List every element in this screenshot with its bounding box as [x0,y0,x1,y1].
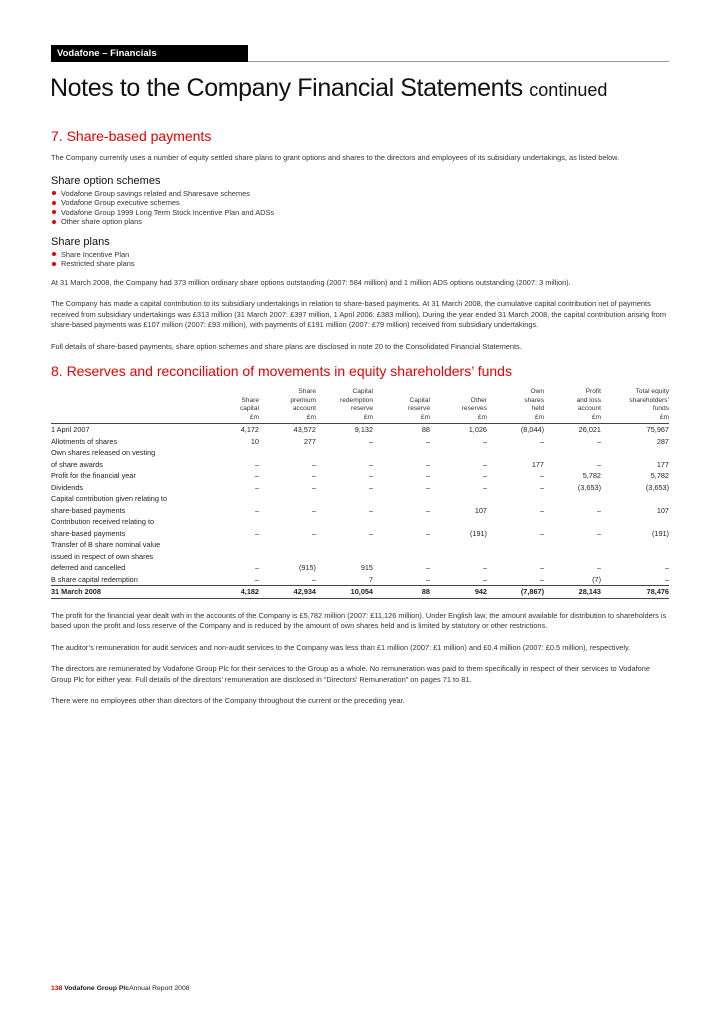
list-item [51,259,669,269]
reserves-table [51,388,669,599]
table-cell [316,493,373,505]
table-cell: – [482,574,487,584]
table-cell: – [311,482,316,492]
table-cell: – [254,574,259,584]
table-cell: – [425,505,430,515]
page-footer [51,985,190,992]
table-cell [316,539,373,551]
row-label: Own shares released on vesting [51,448,156,457]
table-cell: – [368,528,373,538]
list-item [51,189,669,199]
page-title-text: Notes to the Company Financial Statements [50,74,523,102]
column-header-line: account [292,405,316,412]
table-row [51,459,669,471]
table-cell [601,447,669,459]
table-cell [213,493,259,505]
table-cell: – [539,528,544,538]
header-rule [248,61,669,62]
list-item [51,217,669,227]
table-cell [373,539,430,551]
table-cell: – [311,505,316,515]
table-cell: – [254,482,259,492]
table-cell: 42,934 [259,586,316,599]
table-body [51,424,669,599]
table-cell: – [425,482,430,492]
table-cell [601,493,669,505]
table-cell: 75,967 [601,424,669,436]
list-item-text: Restricted share plans [61,259,135,268]
table-cell: – [596,505,601,515]
column-header-line: £m [363,413,373,421]
table-cell: 43,572 [259,424,316,436]
column-header-line: Profit [585,388,601,395]
row-label: B share capital redemption [51,574,138,584]
column-header-line: Share [241,396,259,404]
table-cell: 88 [373,586,430,599]
table-cell: – [425,471,430,480]
list-item [51,198,669,208]
column-header-line: £m [306,413,316,421]
column-header-line: reserve [351,405,373,412]
table-row [51,551,669,563]
table-cell [213,551,259,563]
page-title [50,74,607,103]
table-cell: 78,476 [601,586,669,599]
table-cell: 5,782 [650,471,669,480]
table-cell: – [664,574,669,584]
table-row [51,447,669,459]
table-cell: 10 [250,436,259,446]
table-cell: 88 [373,424,430,436]
table-row [51,493,669,505]
table-cell: – [596,528,601,538]
list-item-text: Vodafone Group savings related and Sharesave schemes [61,188,250,198]
table-cell [544,493,601,505]
column-header [430,388,487,424]
table-cell: 4,182 [213,586,259,599]
table-cell: – [311,528,316,538]
table-cell: – [311,574,316,584]
column-header-line: Other [470,396,487,404]
table-cell: – [254,505,259,515]
table-cell: – [368,505,373,515]
table-cell [373,493,430,505]
table-cell: – [425,563,430,572]
column-header-line: £m [249,413,259,421]
table-cell: 107 [656,505,669,515]
table-row [51,574,669,586]
table-cell: (8,044) [487,424,544,436]
row-label: Dividends [51,482,84,492]
table-cell: – [368,471,373,480]
table-row [51,516,669,528]
table-cell: (7) [592,574,601,584]
table-cell: – [482,563,487,572]
column-header-line: shareholders’ [629,396,669,404]
table-cell: – [539,471,544,480]
table-cell: 107 [474,505,487,515]
table-cell [544,539,601,551]
table-cell: – [254,528,259,538]
row-label: Transfer of B share nominal value [51,540,161,549]
table-cell: – [482,482,487,492]
table-row [51,528,669,540]
note7-intro: The Company currently uses a number of equity settled share plans to grant options and shares to the directors and employees of its subsidiary undertakings, as listed below. [51,153,620,162]
bullet-icon [52,210,56,214]
table-cell: 4,172 [213,424,259,436]
bullet-icon [52,201,56,205]
column-header-line: £m [420,413,430,421]
list-item-text: Other share option plans [61,217,142,226]
column-header-line: reserve [408,405,430,412]
table-cell: 177 [531,459,544,469]
column-header-line: £m [591,413,601,421]
list-item-text: Vodafone Group executive schemes [61,198,180,207]
bullet-icon [52,220,56,224]
page-content [51,128,669,718]
table-cell [259,551,316,563]
note7-details-paragraph: Full details of share-based payments, share option schemes and share plans are disclosed in note 20 to the Consolidated Financial Statements. [51,341,522,351]
section-label: Vodafone – Financials [51,45,248,62]
table-cell [316,551,373,563]
column-header-line: £m [534,413,544,421]
table-cell: – [539,563,544,572]
table-cell [487,493,544,505]
list-item-text: Share Incentive Plan [61,249,130,259]
row-label: Profit for the financial year [51,471,136,480]
row-label: Contribution received relating to [51,517,155,526]
table-row [51,539,669,551]
table-cell [487,539,544,551]
table-cell: (7,867) [487,586,544,599]
column-header [213,388,259,424]
table-cell: – [425,574,430,584]
table-cell: (3,653) [645,482,669,492]
table-cell [259,493,316,505]
column-header [373,388,430,424]
note8-auditor-paragraph: The auditor’s remuneration for audit services and non-audit services to the Company was less than £1 million (2007: £1 million) and £0.4 million (2007: £0.5 million), respectively. [51,642,631,652]
table-row [51,436,669,448]
table-cell: 26,021 [544,424,601,436]
table-cell [487,516,544,528]
column-header [259,388,316,424]
table-cell: 28,143 [544,586,601,599]
table-cell [487,551,544,563]
list-item-text: Vodafone Group 1999 Long Term Stock Incentive Plan and ADSs [61,207,275,217]
footer-report: Annual Report 2008 [129,985,190,992]
note8-employees-paragraph: There were no employees other than directors of the Company throughout the current or the preceding year. [51,696,405,705]
table-cell: – [311,459,316,469]
table-cell: – [425,528,430,538]
row-label: Allotments of shares [51,436,118,446]
column-header-line: held [531,405,544,412]
table-cell [544,447,601,459]
share-option-schemes-heading: Share option schemes [51,174,161,187]
share-plans-heading: Share plans [51,235,110,248]
table-cell [430,447,487,459]
table-row [51,586,669,599]
table-cell: (3,653) [577,482,601,492]
table-cell [259,447,316,459]
table-cell: – [254,459,259,469]
row-label: 1 April 2007 [51,424,213,436]
column-header-line: shares [524,396,544,404]
table-cell: (191) [651,528,669,538]
table-cell [430,551,487,563]
note8-directors-paragraph: The directors are remunerated by Vodafone Group Plc for their services to the Group as a whole. No remuneration was paid to them specifically in respect of their services to Vodafone Group Plc for either year. Full details of the directors’ remuneration are disclosed in “Directors’ Remuneration” on pages 71 to 81. [51,664,650,684]
table-cell [544,516,601,528]
table-header-label-cell [51,388,213,424]
column-header [316,388,373,424]
table-cell [430,493,487,505]
table-cell [373,447,430,459]
column-header [487,388,544,424]
row-label: deferred and cancelled [51,563,126,572]
table-header-row [51,388,669,424]
column-header-line: £m [659,413,669,421]
table-cell [259,539,316,551]
table-row [51,470,669,482]
page-number: 138 [51,985,63,992]
table-cell: – [664,563,669,572]
table-cell [213,447,259,459]
column-header-line: premium [290,396,316,404]
table-cell [487,447,544,459]
table-cell: 915 [360,563,373,572]
table-cell: – [425,459,430,469]
table-cell [373,551,430,563]
row-label: share-based payments [51,505,126,515]
table-row [51,505,669,517]
table-cell: – [254,471,259,480]
footer-company: Vodafone Group Plc [64,985,130,992]
table-cell: – [425,436,430,446]
table-cell: – [368,436,373,446]
table-cell [373,516,430,528]
table-cell: 1,026 [430,424,487,436]
table-cell: 5,782 [582,471,601,480]
table-cell: – [482,471,487,480]
table-cell: – [254,563,259,572]
table-cell: – [539,436,544,446]
page-title-suffix: continued [529,80,608,100]
bullet-icon [52,191,56,195]
column-header-line: reserves [461,405,487,412]
table-row [51,482,669,494]
note8-heading: 8. Reserves and reconciliation of movements in equity shareholders’ funds [51,363,512,379]
table-cell: 942 [430,586,487,599]
table-cell [259,516,316,528]
table-cell [430,516,487,528]
note8-after-table [51,611,669,707]
table-cell [430,539,487,551]
column-header-line: Capital [352,388,373,395]
bullet-icon [52,262,56,266]
note7-contribution-paragraph: The Company has made a capital contribution to its subsidiary undertakings in relation to share-based payments. At 31 March 2008, the cumulative capital contribution net of payments received from subsidiary undertakings was £313 million (31 March 2007: £397 million, 1 April 2006: £383 million). During the year ended 31 March 2008, the capital contribution arising from share-based payments was £107 million (2007: £93 million), with payments of £191 million (2007: £79 million) received from subsidiary undertakings. [51,299,666,329]
table-cell: – [539,482,544,492]
share-plans-list [51,250,669,269]
table-cell: – [539,505,544,515]
table-cell [601,539,669,551]
row-label: 31 March 2008 [51,586,213,599]
table-cell: 277 [303,436,316,446]
column-header-line: Own [530,388,544,395]
note7-heading: 7. Share-based payments [51,128,212,144]
column-header-line: funds [652,405,669,412]
table-cell [316,447,373,459]
list-item [51,250,669,260]
table-cell: – [596,563,601,572]
row-label: Capital contribution given relating to [51,494,168,503]
row-label: share-based payments [51,528,126,538]
table-cell: 7 [368,574,373,584]
table-cell: – [482,436,487,446]
table-cell [601,516,669,528]
table-row [51,424,669,436]
table-cell [213,516,259,528]
table-cell: (191) [469,528,487,538]
table-cell: – [482,459,487,469]
column-header [544,388,601,424]
table-cell: 9,132 [316,424,373,436]
table-cell: 10,054 [316,586,373,599]
table-cell [601,551,669,563]
table-cell: – [368,482,373,492]
column-header-line: capital [239,405,259,412]
column-header-line: £m [477,413,487,421]
bullet-icon [52,252,56,256]
table-cell: – [596,459,601,469]
table-cell: 287 [656,436,669,446]
row-label: of share awards [51,459,103,469]
column-header-line: Capital [409,396,430,404]
table-cell: – [368,459,373,469]
table-cell: 177 [656,459,669,469]
table-cell [544,551,601,563]
column-header-line: redemption [340,396,373,404]
note8-profit-paragraph: The profit for the financial year dealt with in the accounts of the Company is £5,782 million (2007: £11,126 million). Under English law, the amount available for distribution to shareholders is based upon the profit and loss reserve of the Company and is reduced by the amount of own shares held and is limited by statutory or other restrictions. [51,610,667,630]
column-header-line: account [577,405,601,412]
table-cell [213,539,259,551]
table-row [51,562,669,574]
share-option-schemes-list [51,189,669,227]
note7-options-paragraph: At 31 March 2008, the Company had 373 million ordinary share options outstanding (2007: 584 million) and 1 million ADS options outstanding (2007: 3 million). [51,277,571,287]
table-cell: – [596,436,601,446]
table-cell: (915) [298,563,316,572]
column-header-line: and loss [576,396,601,404]
column-header [601,388,669,424]
table-cell: – [311,471,316,480]
column-header-line: Share [298,388,316,395]
column-header-line: Total equity [635,388,669,395]
list-item [51,208,669,218]
table-cell: – [539,574,544,584]
table-cell [316,516,373,528]
row-label: issued in respect of own shares [51,551,154,561]
